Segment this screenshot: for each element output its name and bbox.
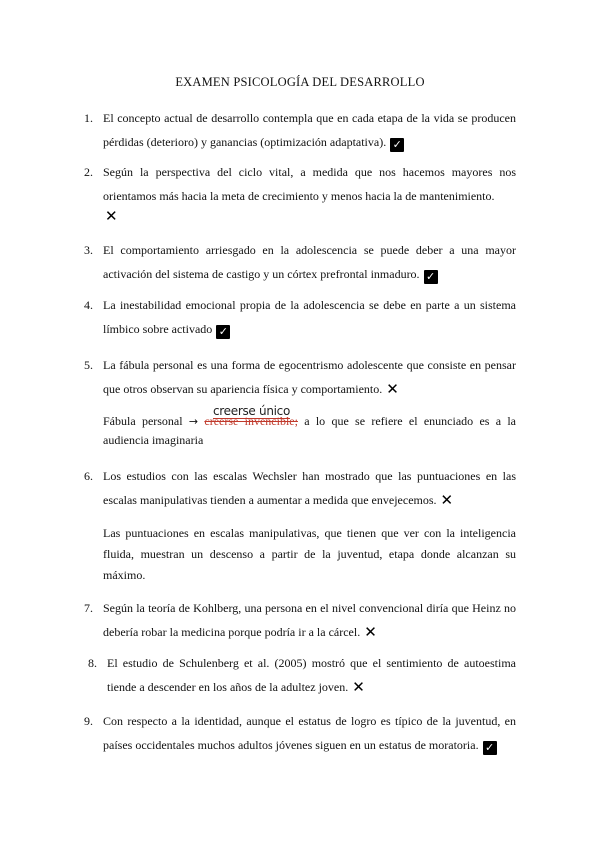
- cross-icon: ✕: [386, 380, 399, 398]
- question-text: El comportamiento arriesgado en la adolescencia se puede deber a una mayor activación del sistema de castigo y un córtex prefrontal inmaduro.: [103, 243, 516, 281]
- cross-icon: ✕: [440, 491, 454, 509]
- question-5: [86, 353, 516, 401]
- question-1: [86, 106, 516, 154]
- question-number: 9.: [84, 714, 93, 728]
- question-text: Según la teoría de Kohlberg, una persona en el nivel convencional diría que Heinz no debería robar la medicina porque podría ir a la cárcel.: [103, 601, 516, 639]
- question-3: [86, 238, 516, 286]
- question-text: La fábula personal es una forma de egocentrismo adolescente que consiste en pensar que otros observan su apariencia física y comportamiento.: [103, 358, 516, 396]
- question-number: 5.: [84, 358, 93, 372]
- question-text: La inestabilidad emocional propia de la adolescencia se debe en parte a un sistema límbico sobre activado: [103, 298, 516, 336]
- note-question-6: Las puntuaciones en escalas manipulativas, que tienen que ver con la inteligencia fluida, muestran un descenso a partir de la juventud, etapa donde alcanzan su máximo.: [103, 526, 516, 582]
- question-number: 6.: [84, 469, 93, 483]
- question-number: 2.: [84, 165, 93, 179]
- cross-icon: ✕: [352, 678, 365, 696]
- question-text: Los estudios con las escalas Wechsler han mostrado que las puntuaciones en las escalas manipulativas tienden a aumentar a medida que envejecemos.: [103, 469, 516, 507]
- note-rest: a lo que se refiere el enunciado es a la audiencia imaginaria: [103, 414, 516, 447]
- question-text: El concepto actual de desarrollo contempla que en cada etapa de la vida se producen pérdidas (deterioro) y ganancias (optimización adaptativa).: [103, 111, 516, 149]
- question-7: [86, 596, 516, 644]
- cross-icon: ✕: [364, 623, 377, 641]
- arrow-right-icon: →: [188, 415, 199, 428]
- check-icon: ✓: [483, 741, 497, 755]
- handwritten-correction: creerse único: [213, 404, 291, 418]
- question-6: [86, 464, 516, 512]
- question-number: 4.: [84, 298, 93, 312]
- question-2: [86, 160, 516, 223]
- struck-text: creerse invencible;: [204, 414, 298, 428]
- question-number: 3.: [84, 243, 93, 257]
- question-8: [90, 651, 516, 699]
- question-9: [86, 709, 516, 757]
- check-icon: ✓: [390, 138, 404, 152]
- question-text: Según la perspectiva del ciclo vital, a medida que nos hacemos mayores nos orientamos más hacia la meta de crecimiento y menos hacia la de mantenimiento.: [103, 165, 516, 203]
- question-number: 7.: [84, 601, 93, 615]
- question-4: [86, 293, 516, 341]
- cross-icon: ✕: [105, 207, 118, 225]
- page-title: EXAMEN PSICOLOGÍA DEL DESARROLLO: [175, 75, 425, 89]
- question-text: El estudio de Schulenberg et al. (2005) mostró que el sentimiento de autoestima tiende a descender en los años de la adultez joven.: [107, 656, 516, 694]
- question-text: Con respecto a la identidad, aunque el estatus de logro es típico de la juventud, en países occidentales muchos adultos jóvenes siguen en un estatus de moratoria.: [103, 714, 516, 752]
- check-icon: ✓: [216, 325, 230, 339]
- question-number: 1.: [84, 111, 93, 125]
- note-prefix: Fábula personal: [103, 414, 183, 428]
- check-icon: ✓: [424, 270, 438, 284]
- note-question-5: [103, 412, 516, 450]
- question-number: 8.: [88, 656, 97, 670]
